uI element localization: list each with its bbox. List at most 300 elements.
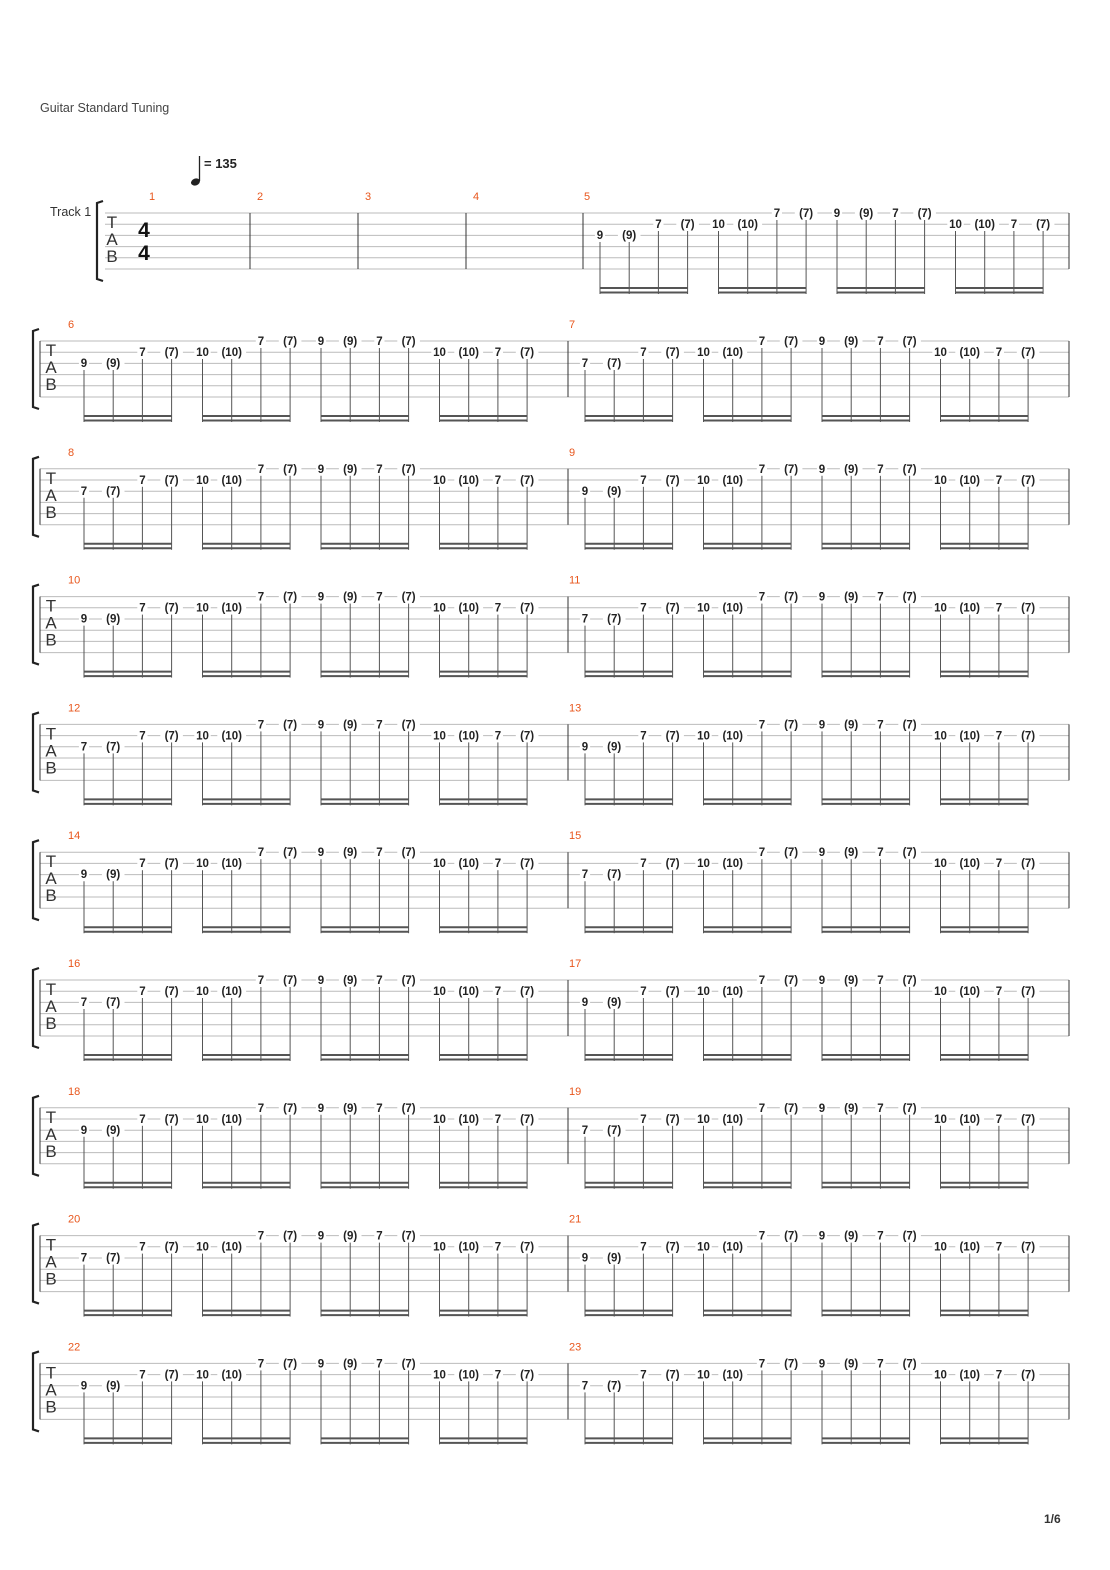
fret-number: 7 (758, 1102, 766, 1115)
fret-number: (10) (974, 219, 995, 231)
fret-number: 10 (196, 474, 209, 487)
fret-number: (7) (283, 719, 298, 732)
fret-number: (9) (607, 741, 622, 754)
fret-number: 7 (581, 1380, 589, 1393)
fret-number: (10) (722, 1241, 743, 1254)
fret-number: 7 (640, 474, 647, 487)
fret-number: (7) (665, 1241, 680, 1254)
fret-number: 9 (818, 1230, 826, 1243)
fret-number: (7) (607, 869, 622, 882)
measure-number: 15 (569, 830, 582, 843)
fret-number: (7) (784, 1230, 799, 1243)
fret-number: 7 (773, 208, 781, 220)
fret-number: (10) (221, 1241, 242, 1254)
fret-number: 9 (596, 230, 604, 242)
fret-number: 9 (818, 1358, 826, 1371)
fret-number: (10) (221, 1113, 242, 1126)
fret-number: (9) (343, 847, 358, 860)
system-bracket (33, 1096, 39, 1176)
fret-number: (9) (343, 719, 358, 732)
fret-number: (7) (784, 975, 799, 987)
tab-clef-letter: B (45, 375, 57, 394)
fret-number: (9) (106, 613, 121, 626)
measure-number: 11 (569, 574, 581, 587)
fret-number: 9 (317, 847, 325, 860)
fret-number: 9 (317, 719, 325, 732)
fret-number: (9) (844, 1230, 859, 1243)
fret-number: (10) (221, 858, 242, 871)
fret-number: 10 (934, 858, 947, 871)
fret-number: (10) (722, 474, 743, 487)
fret-number: (7) (164, 347, 179, 359)
tab-clef-letter: B (45, 1141, 57, 1161)
system-bracket (33, 712, 39, 792)
fret-number: (7) (164, 730, 179, 743)
fret-number: 7 (640, 602, 647, 615)
fret-number: 9 (317, 336, 325, 348)
fret-number: 10 (433, 602, 446, 615)
fret-number: 9 (818, 847, 826, 860)
fret-number: 7 (758, 463, 766, 476)
fret-number: 7 (581, 1124, 589, 1137)
fret-number: (7) (902, 975, 917, 987)
fret-number: 10 (697, 986, 710, 998)
fret-number: 7 (257, 847, 265, 860)
fret-number: (7) (520, 347, 535, 359)
fret-number: (7) (1021, 1113, 1036, 1126)
fret-number: (9) (607, 1252, 622, 1265)
fret-number: (9) (607, 997, 622, 1009)
tab-clef-letter: A (45, 869, 57, 889)
tab-clef-letter: T (45, 724, 57, 744)
fret-number: 7 (139, 858, 146, 871)
fret-number: (10) (737, 219, 758, 231)
page-number: 1/6 (1044, 1512, 1061, 1526)
fret-number: (7) (401, 719, 416, 732)
fret-number: (7) (784, 1358, 799, 1371)
fret-number: (10) (722, 730, 743, 743)
measure-number: 3 (364, 191, 372, 203)
fret-number: (7) (401, 1102, 416, 1115)
fret-number: (7) (680, 219, 695, 231)
fret-number: 10 (934, 730, 947, 743)
fret-number: (10) (959, 1241, 980, 1254)
fret-number: 10 (196, 986, 209, 998)
fret-number: (7) (902, 719, 917, 732)
fret-number: 7 (494, 730, 502, 743)
fret-number: (7) (902, 1102, 917, 1115)
fret-number: 7 (877, 1102, 884, 1115)
fret-number: (7) (784, 463, 799, 476)
fret-number: 9 (833, 208, 841, 220)
fret-number: (10) (458, 1113, 479, 1126)
fret-number: (10) (959, 1113, 980, 1126)
fret-number: (7) (607, 358, 622, 370)
fret-number: 10 (712, 219, 725, 231)
measure-number: 12 (68, 702, 81, 715)
fret-number: (10) (722, 347, 743, 359)
fret-number: (10) (722, 986, 743, 998)
fret-number: (10) (722, 602, 743, 615)
fret-number: 7 (139, 986, 146, 998)
tab-clef-letter: T (106, 213, 118, 232)
fret-number: 7 (995, 602, 1003, 615)
fret-number: 7 (494, 1113, 502, 1126)
fret-number: 10 (433, 986, 446, 998)
fret-number: 10 (934, 986, 947, 998)
fret-number: (7) (917, 208, 932, 220)
fret-number: 7 (877, 336, 884, 348)
fret-number: (9) (106, 869, 121, 882)
fret-number: (7) (401, 1230, 416, 1243)
fret-number: (9) (844, 975, 859, 987)
fret-number: 9 (80, 613, 88, 626)
tab-clef-letter: B (45, 1014, 57, 1033)
fret-number: 9 (317, 591, 325, 604)
fret-number: 7 (376, 847, 383, 860)
fret-number: 10 (934, 1241, 947, 1254)
measure-number: 1 (148, 191, 156, 203)
fret-number: (7) (401, 336, 416, 348)
fret-number: 7 (758, 719, 766, 732)
fret-number: (10) (458, 730, 479, 743)
measure-number: 6 (68, 319, 75, 331)
tab-clef-letter: B (45, 758, 57, 778)
system-bracket (33, 457, 39, 537)
fret-number: (7) (106, 485, 121, 498)
fret-number: 7 (995, 1241, 1003, 1254)
fret-number: (10) (458, 1241, 479, 1254)
fret-number: (9) (343, 1102, 358, 1115)
fret-number: (10) (221, 1369, 242, 1382)
fret-number: 7 (581, 358, 589, 370)
fret-number: (10) (458, 858, 479, 871)
fret-number: (7) (520, 474, 535, 487)
measure-number: 20 (68, 1213, 81, 1226)
fret-number: (10) (959, 730, 980, 743)
tab-clef-letter: A (45, 1380, 57, 1400)
fret-number: (7) (665, 858, 680, 871)
fret-number: (7) (401, 591, 416, 604)
tab-clef-letter: A (45, 1252, 57, 1272)
fret-number: 9 (80, 1380, 88, 1393)
fret-number: 9 (818, 719, 826, 732)
fret-number: (9) (844, 847, 859, 860)
tab-clef-letter: T (45, 468, 57, 488)
fret-number: (7) (164, 474, 179, 487)
fret-number: 7 (494, 474, 502, 487)
fret-number: (9) (622, 230, 637, 242)
fret-number: (10) (722, 1369, 743, 1382)
fret-number: 7 (376, 719, 383, 732)
fret-number: 9 (317, 1102, 325, 1115)
tab-clef-letter: A (45, 1124, 57, 1144)
fret-number: (7) (665, 474, 680, 487)
fret-number: (7) (283, 591, 298, 604)
fret-number: 7 (494, 602, 502, 615)
fret-number: 7 (139, 1113, 146, 1126)
fret-number: 7 (80, 1252, 88, 1265)
fret-number: (7) (665, 986, 680, 998)
fret-number: (7) (607, 1380, 622, 1393)
measure-number: 9 (569, 446, 576, 459)
fret-number: (10) (458, 474, 479, 487)
fret-number: (9) (343, 1230, 358, 1243)
fret-number: (7) (665, 1113, 680, 1126)
fret-number: 7 (758, 336, 766, 348)
tuning-label: Guitar Standard Tuning (40, 101, 170, 115)
fret-number: (7) (283, 975, 298, 987)
tab-clef-letter: A (45, 485, 57, 505)
fret-number: (7) (1021, 1369, 1036, 1382)
fret-number: 7 (758, 1358, 766, 1371)
fret-number: (7) (1036, 219, 1051, 231)
fret-number: 9 (317, 463, 325, 476)
fret-number: 7 (257, 336, 265, 348)
fret-number: (7) (902, 847, 917, 860)
fret-number: 10 (697, 1369, 710, 1382)
tab-clef-letter: B (45, 1397, 57, 1417)
measure-number: 4 (472, 191, 480, 203)
system-bracket (33, 968, 39, 1048)
fret-number: 7 (640, 1241, 647, 1254)
fret-number: (7) (1021, 347, 1036, 359)
fret-number: (7) (401, 1358, 416, 1371)
tab-clef-letter: A (45, 358, 57, 377)
fret-number: 7 (995, 347, 1003, 359)
fret-number: (7) (784, 591, 799, 604)
fret-number: (7) (1021, 1241, 1036, 1254)
fret-number: (10) (221, 347, 242, 359)
fret-number: 10 (934, 474, 947, 487)
fret-number: (9) (343, 591, 358, 604)
fret-number: 7 (257, 975, 265, 987)
fret-number: 7 (494, 1369, 502, 1382)
tab-clef-letter: T (45, 341, 57, 360)
fret-number: 10 (433, 730, 446, 743)
fret-number: 7 (257, 591, 265, 604)
fret-number: (9) (343, 975, 358, 987)
fret-number: (9) (844, 1102, 859, 1115)
fret-number: 9 (317, 1230, 325, 1243)
fret-number: (9) (343, 1358, 358, 1371)
fret-number: (7) (106, 741, 121, 754)
fret-number: 7 (494, 986, 502, 998)
fret-number: (7) (520, 858, 535, 871)
fret-number: (7) (902, 336, 917, 348)
measure-number: 2 (256, 191, 264, 203)
fret-number: 7 (877, 1230, 884, 1243)
fret-number: 7 (494, 858, 502, 871)
fret-number: 7 (758, 591, 766, 604)
fret-number: (7) (784, 847, 799, 860)
measure-number: 13 (569, 702, 582, 715)
fret-number: 7 (758, 847, 766, 860)
fret-number: 10 (196, 602, 209, 615)
fret-number: 7 (376, 975, 383, 987)
fret-number: 9 (581, 1252, 589, 1265)
tab-clef-letter: T (45, 1107, 57, 1127)
fret-number: 7 (376, 591, 383, 604)
fret-number: (7) (1021, 474, 1036, 487)
tab-clef-letter: B (45, 630, 57, 650)
fret-number: (7) (784, 1102, 799, 1115)
system-bracket (33, 585, 39, 665)
fret-number: (10) (221, 602, 242, 615)
fret-number: (7) (1021, 602, 1036, 615)
fret-number: 7 (257, 463, 265, 476)
fret-number: 7 (758, 1230, 766, 1243)
fret-number: 9 (581, 997, 589, 1009)
fret-number: 10 (196, 730, 209, 743)
fret-number: (7) (283, 336, 298, 348)
fret-number: 10 (697, 858, 710, 871)
tab-clef-letter: A (45, 613, 57, 633)
fret-number: 10 (697, 347, 710, 359)
fret-number: 10 (433, 1113, 446, 1126)
fret-number: 10 (433, 1369, 446, 1382)
system-bracket (33, 1224, 39, 1304)
fret-number: (7) (401, 847, 416, 860)
fret-number: (10) (959, 347, 980, 359)
fret-number: (7) (665, 730, 680, 743)
fret-number: (10) (221, 474, 242, 487)
fret-number: 10 (433, 474, 446, 487)
fret-number: (7) (520, 1241, 535, 1254)
fret-number: 7 (877, 1358, 884, 1371)
fret-number: (9) (844, 1358, 859, 1371)
system-bracket (97, 201, 103, 281)
tab-clef-letter: T (45, 980, 57, 999)
fret-number: 10 (934, 1369, 947, 1382)
system-bracket (33, 1351, 39, 1431)
track-label: Track 1 (50, 205, 92, 219)
fret-number: (10) (458, 602, 479, 615)
fret-number: (7) (520, 602, 535, 615)
fret-number: 7 (640, 347, 647, 359)
fret-number: 9 (581, 485, 589, 498)
fret-number: 10 (697, 1241, 710, 1254)
fret-number: (10) (722, 858, 743, 871)
fret-number: (7) (164, 602, 179, 615)
fret-number: (7) (164, 1241, 179, 1254)
fret-number: (9) (343, 463, 358, 476)
fret-number: 7 (877, 847, 884, 860)
fret-number: (9) (844, 719, 859, 732)
fret-number: 7 (640, 1113, 647, 1126)
fret-number: 10 (196, 347, 209, 359)
fret-number: (10) (458, 1369, 479, 1382)
fret-number: (7) (164, 1113, 179, 1126)
fret-number: (7) (283, 463, 298, 476)
fret-number: 9 (818, 591, 826, 604)
fret-number: 10 (934, 602, 947, 615)
fret-number: 7 (80, 997, 88, 1009)
fret-number: (10) (221, 986, 242, 998)
fret-number: 7 (640, 986, 647, 998)
fret-number: 7 (581, 869, 589, 882)
fret-number: (7) (665, 347, 680, 359)
fret-number: 7 (640, 1369, 647, 1382)
fret-number: (7) (607, 613, 622, 626)
fret-number: 9 (80, 358, 88, 370)
fret-number: (10) (959, 602, 980, 615)
system-bracket (33, 329, 39, 409)
fret-number: (7) (106, 997, 121, 1009)
fret-number: (7) (665, 1369, 680, 1382)
fret-number: (10) (959, 858, 980, 871)
fret-number: 10 (697, 730, 710, 743)
fret-number: 7 (640, 858, 647, 871)
measure-number: 18 (68, 1085, 81, 1098)
fret-number: (9) (844, 336, 859, 348)
fret-number: 7 (139, 730, 146, 743)
fret-number: (7) (784, 719, 799, 732)
fret-number: (7) (902, 1358, 917, 1371)
measure-number: 10 (68, 574, 81, 587)
fret-number: (7) (164, 858, 179, 871)
fret-number: 7 (376, 1102, 383, 1115)
fret-number: 9 (818, 975, 826, 987)
fret-number: 7 (877, 975, 884, 987)
fret-number: (7) (283, 1358, 298, 1371)
tab-clef-letter: A (45, 997, 57, 1016)
fret-number: 7 (139, 474, 146, 487)
fret-number: 7 (877, 591, 884, 604)
fret-number: 7 (758, 975, 766, 987)
tab-clef-letter: B (106, 247, 118, 266)
measure-number: 5 (584, 191, 591, 203)
fret-number: (7) (520, 730, 535, 743)
tab-clef-letter: A (106, 230, 118, 249)
fret-number: (10) (458, 347, 479, 359)
fret-number: (7) (401, 975, 416, 987)
time-signature-top: 4 (138, 219, 150, 242)
measure-number: 21 (569, 1213, 582, 1226)
measure-number: 8 (68, 446, 75, 459)
fret-number: (10) (959, 1369, 980, 1382)
fret-number: 7 (494, 1241, 502, 1254)
fret-number: 10 (433, 1241, 446, 1254)
measure-number: 16 (68, 958, 81, 970)
fret-number: 10 (196, 1113, 209, 1126)
fret-number: (9) (844, 591, 859, 604)
fret-number: 7 (995, 986, 1003, 998)
fret-number: (7) (520, 1369, 535, 1382)
fret-number: (7) (607, 1124, 622, 1137)
fret-number: 7 (995, 730, 1003, 743)
tab-clef-letter: T (45, 852, 57, 872)
fret-number: 9 (317, 1358, 325, 1371)
fret-number: (10) (458, 986, 479, 998)
fret-number: 7 (995, 1113, 1003, 1126)
tab-clef-letter: A (45, 741, 57, 761)
fret-number: 10 (934, 1113, 947, 1126)
fret-number: 10 (697, 602, 710, 615)
fret-number: (9) (859, 208, 874, 220)
fret-number: 7 (376, 463, 383, 476)
tempo-marking: = 135 (204, 156, 237, 171)
fret-number: (7) (164, 986, 179, 998)
measure-number: 22 (68, 1341, 81, 1354)
fret-number: (10) (959, 474, 980, 487)
fret-number: (9) (607, 485, 622, 498)
fret-number: 7 (376, 336, 383, 348)
fret-number: (7) (520, 986, 535, 998)
fret-number: 7 (80, 741, 88, 754)
fret-number: 10 (196, 1241, 209, 1254)
fret-number: 10 (196, 1369, 209, 1382)
